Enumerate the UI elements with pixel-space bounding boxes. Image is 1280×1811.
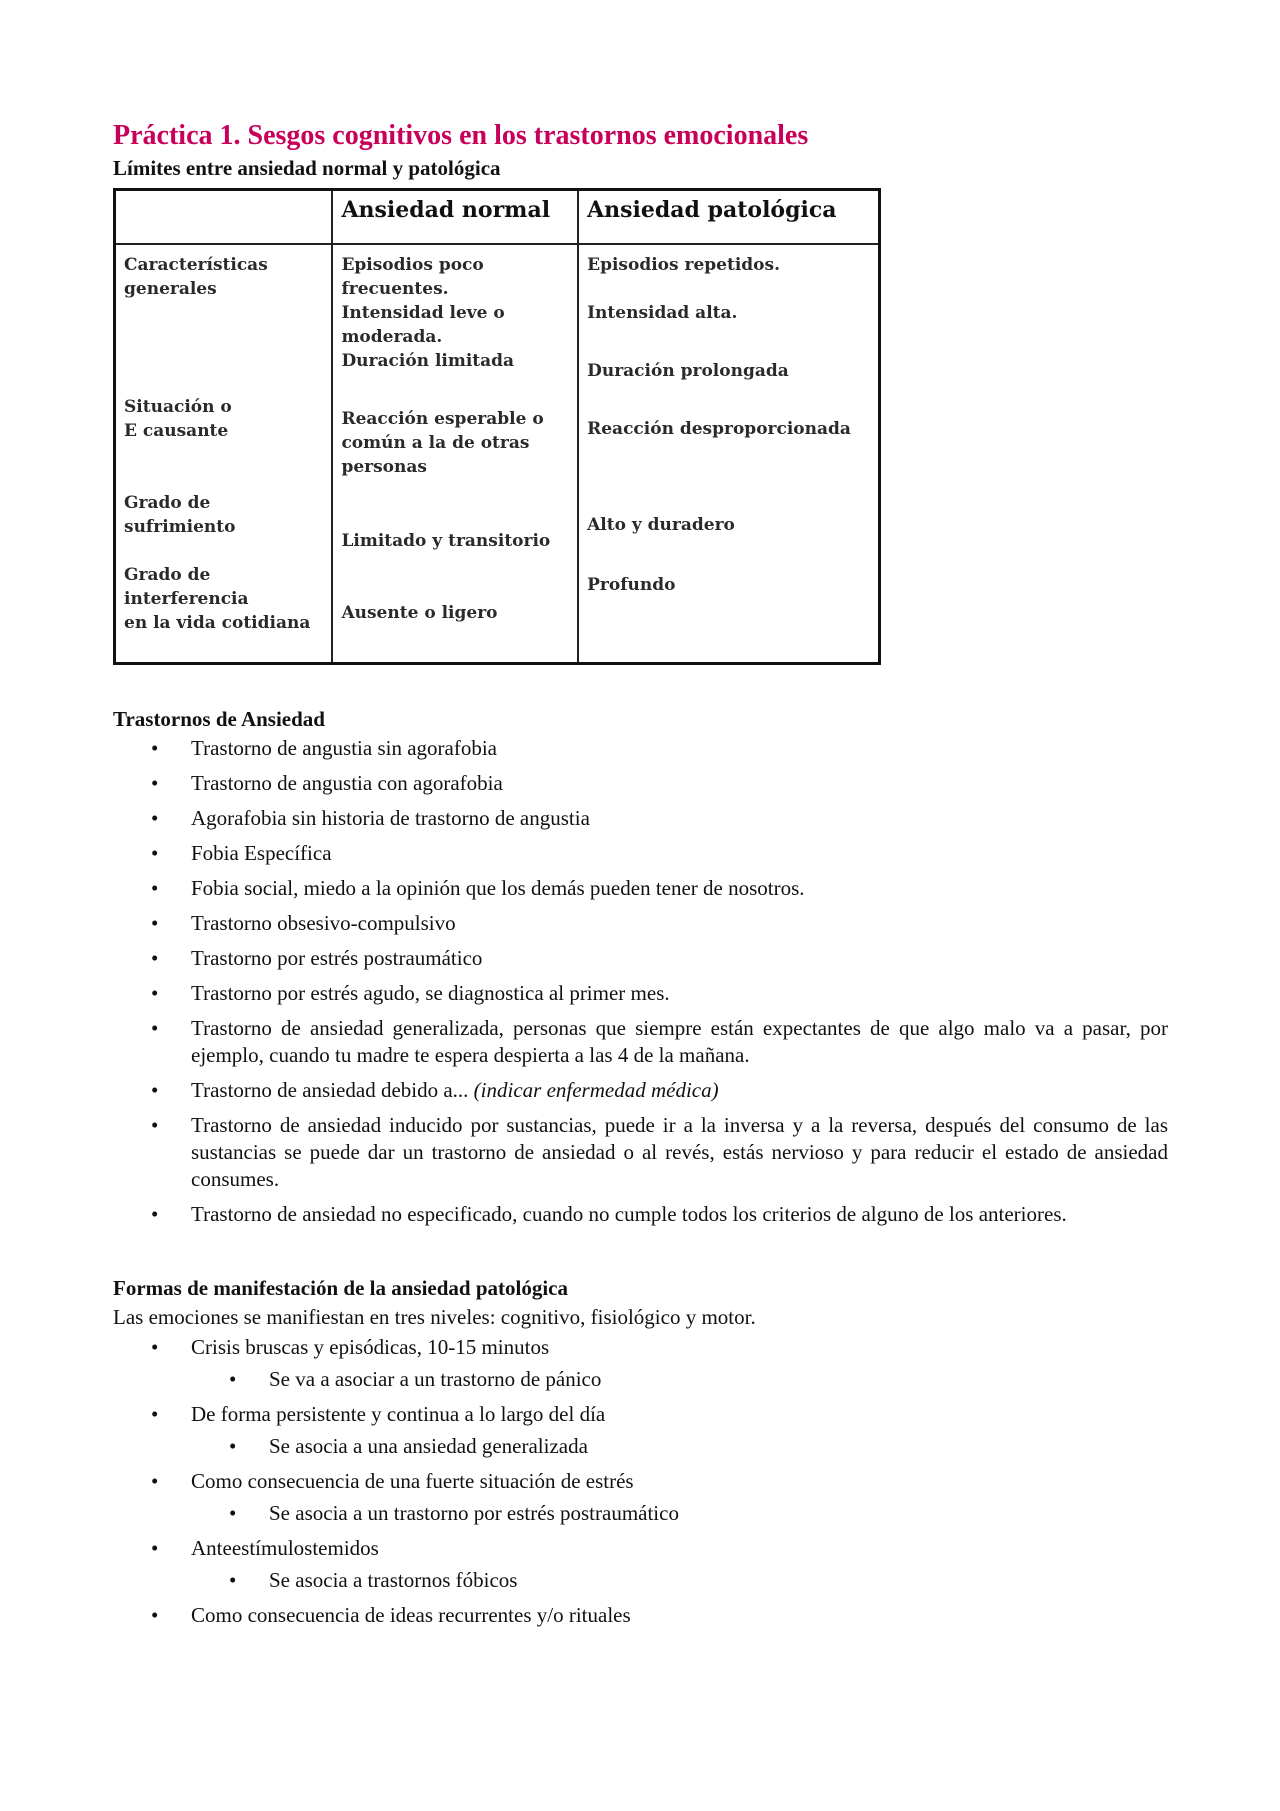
table-header-pathological: Ansiedad patológica xyxy=(578,190,879,245)
list-item: • Crisis bruscas y episódicas, 10-15 minutos • Se va a asociar a un trastorno de pánico xyxy=(113,1334,1168,1393)
list-item: • Trastorno por estrés agudo, se diagnostica al primer mes. xyxy=(151,981,670,1005)
cell-line: Grado de sufrimiento xyxy=(124,493,236,537)
bullet-icon: • xyxy=(229,1568,237,1592)
table-header-normal: Ansiedad normal xyxy=(332,190,578,245)
limits-heading: Límites entre ansiedad normal y patológica xyxy=(113,156,501,180)
cell-line: Intensidad alta. xyxy=(587,303,738,323)
anxiety-heading: Trastornos de Ansiedad xyxy=(113,707,325,731)
bullet-icon: • xyxy=(151,946,159,970)
list-item: • Trastorno de angustia sin agorafobia xyxy=(151,736,497,760)
bullet-icon: • xyxy=(151,736,159,760)
cell-line: Episodios poco frecuentes. xyxy=(341,255,484,299)
cell-line: Reacción esperable o xyxy=(341,409,544,429)
table-header-empty xyxy=(115,190,333,245)
cell-line: Episodios repetidos. xyxy=(587,255,780,275)
cell-line: Duración prolongada xyxy=(587,361,789,381)
list-item: • Trastorno de ansiedad debido a... (indicar enfermedad médica) xyxy=(151,1078,719,1102)
comparison-table-wrapper xyxy=(113,188,881,665)
bullet-icon: • xyxy=(151,1469,159,1493)
forms-list xyxy=(113,1334,1168,1629)
sub-list xyxy=(191,1366,1168,1393)
cell-line: Situación o xyxy=(124,397,232,417)
table-cell-normal xyxy=(332,244,578,664)
table-row xyxy=(115,244,880,664)
sub-list xyxy=(191,1433,1168,1460)
forms-intro: Las emociones se manifiestan en tres niveles: cognitivo, fisiológico y motor. xyxy=(113,1305,756,1329)
bullet-icon: • xyxy=(151,1078,159,1102)
list-item: • Trastorno por estrés postraumático xyxy=(151,946,483,970)
bullet-icon: • xyxy=(151,1202,159,1226)
cell-line: Profundo xyxy=(587,575,676,595)
cell-line: personas xyxy=(341,457,427,477)
document-page xyxy=(113,118,1168,1637)
bullet-icon: • xyxy=(151,1536,159,1560)
bullet-icon: • xyxy=(151,1016,159,1040)
bullet-icon: • xyxy=(151,841,159,865)
cell-line: Limitado y transitorio xyxy=(341,531,551,551)
table-cell-pathological xyxy=(578,244,879,664)
bullet-icon: • xyxy=(151,981,159,1005)
cell-line: Características xyxy=(124,255,268,275)
anxiety-list xyxy=(113,735,1168,1228)
anxiety-disorders-section xyxy=(113,705,1168,1228)
list-item: • Trastorno de ansiedad inducido por sustancias, puede ir a la inversa y a la reversa, después del consumo de las sustancias se puede dar un trastorno de ansiedad o al revés, estás nervioso y para reducir el estado de ansiedad consumes. xyxy=(151,1113,1168,1191)
cell-line: Grado de interferencia xyxy=(124,565,249,609)
bullet-icon: • xyxy=(151,911,159,935)
bullet-icon: • xyxy=(151,876,159,900)
cell-line: Duración limitada xyxy=(341,351,515,371)
italic-note: (indicar enfermedad médica) xyxy=(473,1078,719,1102)
list-item: • Anteestímulostemidos • Se asocia a trastornos fóbicos xyxy=(113,1535,1168,1594)
page-title: Práctica 1. Sesgos cognitivos en los trastornos emocionales xyxy=(113,120,809,151)
table-header-row xyxy=(115,190,880,245)
manifestation-section xyxy=(113,1274,1168,1629)
sub-list-item: • Se asocia a trastornos fóbicos xyxy=(229,1568,518,1592)
bullet-icon: • xyxy=(151,1335,159,1359)
list-item: • Trastorno de ansiedad no especificado, cuando no cumple todos los criterios de alguno de los anteriores. xyxy=(151,1202,1067,1226)
sub-list xyxy=(191,1500,1168,1527)
forms-heading: Formas de manifestación de la ansiedad patológica xyxy=(113,1276,568,1300)
bullet-icon: • xyxy=(151,806,159,830)
list-item: • De forma persistente y continua a lo largo del día • Se asocia a una ansiedad generalizada xyxy=(113,1401,1168,1460)
cell-line: Alto y duradero xyxy=(587,515,735,535)
cell-line: en la vida cotidiana xyxy=(124,613,311,633)
list-item: • Fobia Específica xyxy=(151,841,332,865)
sub-list xyxy=(191,1567,1168,1594)
bullet-icon: • xyxy=(229,1501,237,1525)
sub-list-item: • Se asocia a un trastorno por estrés postraumático xyxy=(229,1501,679,1525)
cell-line: Ausente o ligero xyxy=(341,603,498,623)
bullet-icon: • xyxy=(229,1367,237,1391)
bullet-icon: • xyxy=(151,1603,159,1627)
list-item: • Fobia social, miedo a la opinión que los demás pueden tener de nosotros. xyxy=(151,876,805,900)
list-item: • Trastorno de ansiedad generalizada, personas que siempre están expectantes de que algo malo va a pasar, por ejemplo, cuando tu madre te espera despierta a las 4 de la mañana. xyxy=(151,1016,1168,1067)
list-item: • Agorafobia sin historia de trastorno de angustia xyxy=(151,806,590,830)
cell-line: generales xyxy=(124,279,217,299)
bullet-icon: • xyxy=(151,1113,159,1137)
list-item: • Como consecuencia de ideas recurrentes y/o rituales xyxy=(151,1603,631,1627)
sub-list-item: • Se asocia a una ansiedad generalizada xyxy=(229,1434,588,1458)
list-item: • Trastorno de angustia con agorafobia xyxy=(151,771,503,795)
cell-line: E causante xyxy=(124,421,229,441)
bullet-icon: • xyxy=(151,771,159,795)
cell-line: Intensidad leve o moderada. xyxy=(341,303,505,347)
list-item: • Como consecuencia de una fuerte situación de estrés • Se asocia a un trastorno por estrés postraumático xyxy=(113,1468,1168,1527)
comparison-table xyxy=(113,188,881,665)
table-cell-criteria xyxy=(115,244,333,664)
list-item: • Trastorno obsesivo-compulsivo xyxy=(151,911,456,935)
cell-line: Reacción desproporcionada xyxy=(587,419,851,439)
bullet-icon: • xyxy=(229,1434,237,1458)
sub-list-item: • Se va a asociar a un trastorno de pánico xyxy=(229,1367,602,1391)
bullet-icon: • xyxy=(151,1402,159,1426)
cell-line: común a la de otras xyxy=(341,433,530,453)
